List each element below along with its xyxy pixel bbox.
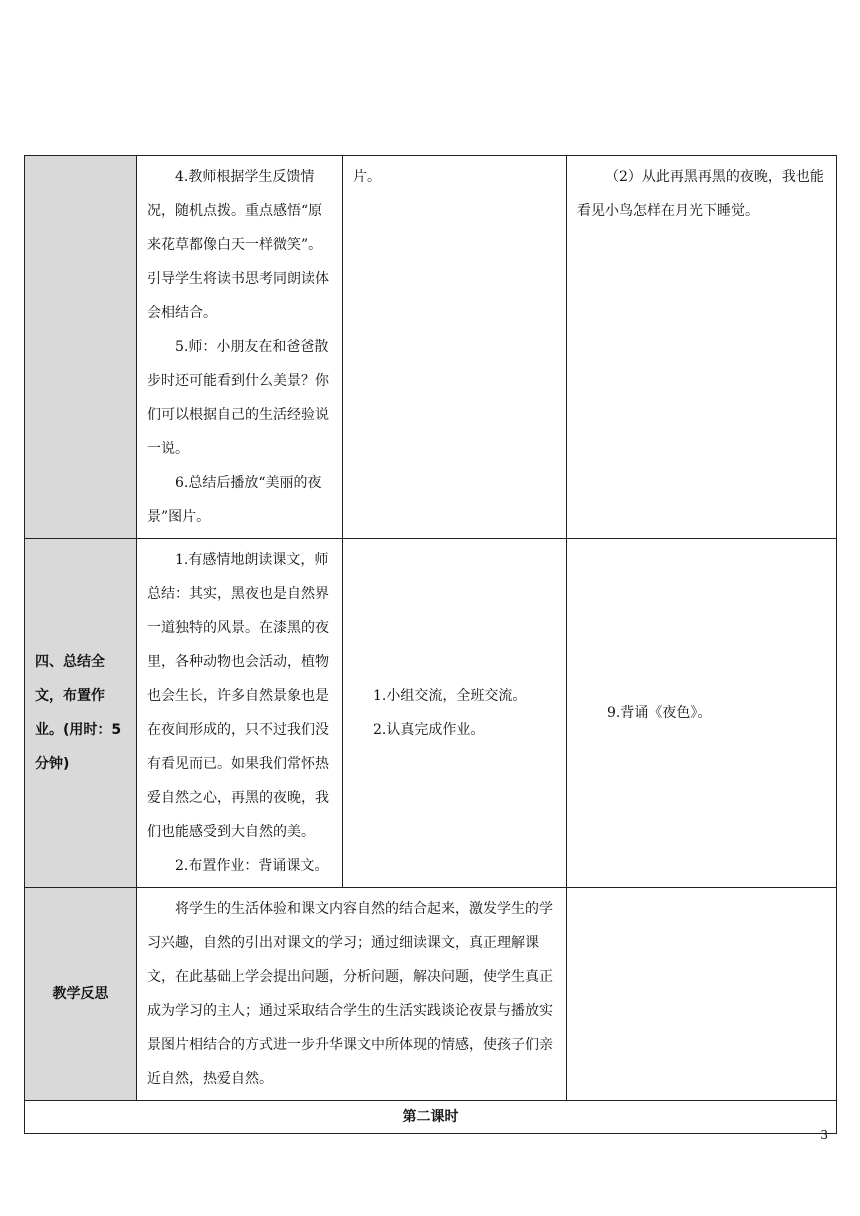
reflection-text: 将学生的生活体验和课文内容自然的结合起来，激发学生的学习兴趣，自然的引出对课文的学习；通过细读课文，真正理解课文，在此基础上学会提出问题，分析问题，解决问题，使学生真正成为学习的主人；通过采取结合学生的生活实践谈论夜景与播放实景图片相结合的方式进一步升华课文中所体现的情感，使孩子们亲近自然，热爱自然。 [147, 901, 553, 1087]
student-text: 片。 [353, 169, 381, 185]
student-text: 2.认真完成作业。 [373, 722, 485, 738]
table-row [25, 156, 837, 539]
stage-label: 四、总结全文，布置作业。(用时：5 分钟) [35, 654, 122, 772]
section-title: 第二课时 [402, 1109, 459, 1125]
page-number: 3 [820, 1128, 828, 1142]
teacher-paragraph: 2.布置作业：背诵课文。 [175, 858, 329, 874]
stage-cell [25, 156, 137, 539]
empty-cell [567, 888, 837, 1101]
teacher-paragraph: 1.有感情地朗读课文，师总结：其实，黑夜也是自然界一道独特的风景。在漆黑的夜里，各种动物也会活动，植物也会生长，许多自然景象也是在夜间形成的，只不过我们没有看见而已。如果我们常怀热爱自然之心，再黑的夜晚，我们也能感受到大自然的美。 [147, 552, 329, 840]
table-row [25, 539, 837, 888]
student-text: 1.小组交流，全班交流。 [373, 688, 527, 704]
reflection-text-cell [137, 888, 567, 1101]
student-activity-cell [343, 156, 567, 539]
table-row [25, 1101, 837, 1134]
teacher-paragraph: 5.师：小朋友在和爸爸散步时还可能看到什么美景？你们可以根据自己的生活经验说一说。 [147, 339, 329, 457]
lesson-plan-table [24, 155, 837, 1134]
table-row [25, 888, 837, 1101]
student-activity-cell [343, 539, 567, 888]
teacher-paragraph: 4.教师根据学生反馈情况，随机点拨。重点感悟“原来花草都像白天一样微笑”。引导学生将读书思考同朗读体会相结合。 [147, 169, 329, 321]
board-text: （2）从此再黑再黑的夜晚，我也能看见小鸟怎样在月光下睡觉。 [577, 169, 824, 219]
teacher-paragraph: 6.总结后播放“美丽的夜景”图片。 [147, 475, 322, 525]
board-cell [567, 539, 837, 888]
reflection-label: 教学反思 [52, 986, 109, 1002]
teacher-activity-cell [137, 539, 343, 888]
section-title-cell [25, 1101, 837, 1134]
board-cell [567, 156, 837, 539]
board-text: 9.背诵《夜色》。 [607, 705, 712, 721]
stage-cell [25, 539, 137, 888]
teacher-activity-cell [137, 156, 343, 539]
reflection-label-cell [25, 888, 137, 1101]
stage-label [25, 156, 136, 164]
